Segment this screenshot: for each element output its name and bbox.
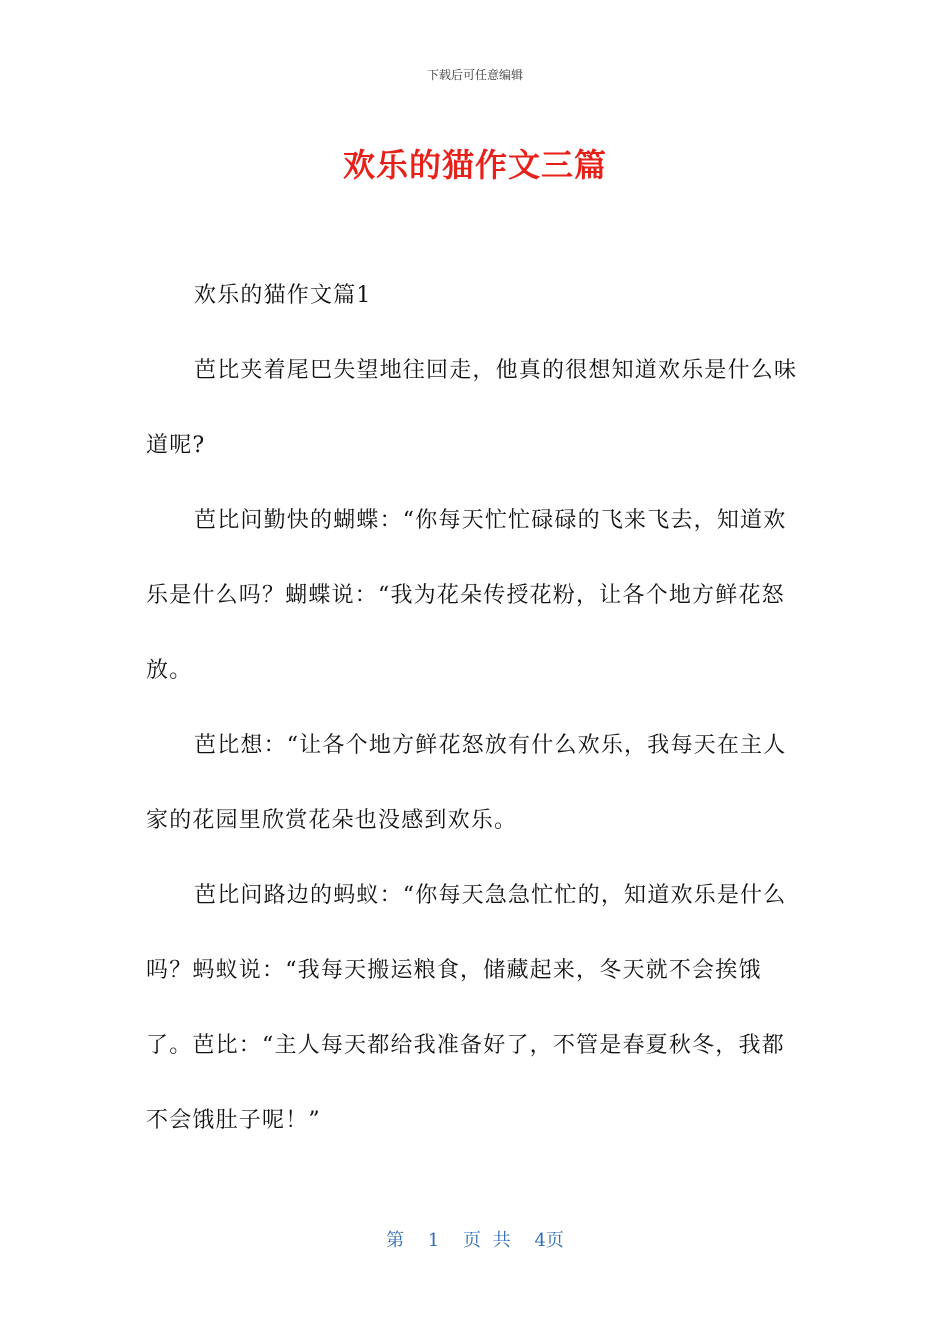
document-title: 欢乐的猫作文三篇 [342, 146, 607, 184]
document-body [146, 258, 798, 1158]
paragraph: 芭比想：“让各个地方鲜花怒放有什么欢乐，我每天在主人家的花园里欣赏花朵也没感到欢乐。 [146, 733, 787, 833]
footer-current-page: 1 [427, 1230, 440, 1251]
footer-total-pages: 4页 [534, 1230, 564, 1251]
footer-prefix: 第 [386, 1230, 405, 1251]
paragraph: 芭比问路边的蚂蚁：“你每天急急忙忙的，知道欢乐是什么吗？蚂蚁说：“我每天搬运粮食，储藏起来，冬天就不会挨饿了。芭比：“主人每天都给我准备好了，不管是春夏秋冬，我都不会饿肚子呢！” [146, 883, 787, 1133]
header-note: 下载后可任意编辑 [426, 68, 523, 82]
paragraph: 芭比夹着尾巴失望地往回走，他真的很想知道欢乐是什么味道呢? [146, 358, 798, 458]
paragraph: 芭比问勤快的蝴蝶：“你每天忙忙碌碌的飞来飞去，知道欢乐是什么吗？蝴蝶说：“我为花朵传授花粉，让各个地方鲜花怒放。 [146, 508, 787, 683]
page-footer [0, 1226, 950, 1252]
paragraph-heading: 欢乐的猫作文篇1 [194, 283, 372, 308]
footer-middle: 页 共 [463, 1230, 511, 1251]
